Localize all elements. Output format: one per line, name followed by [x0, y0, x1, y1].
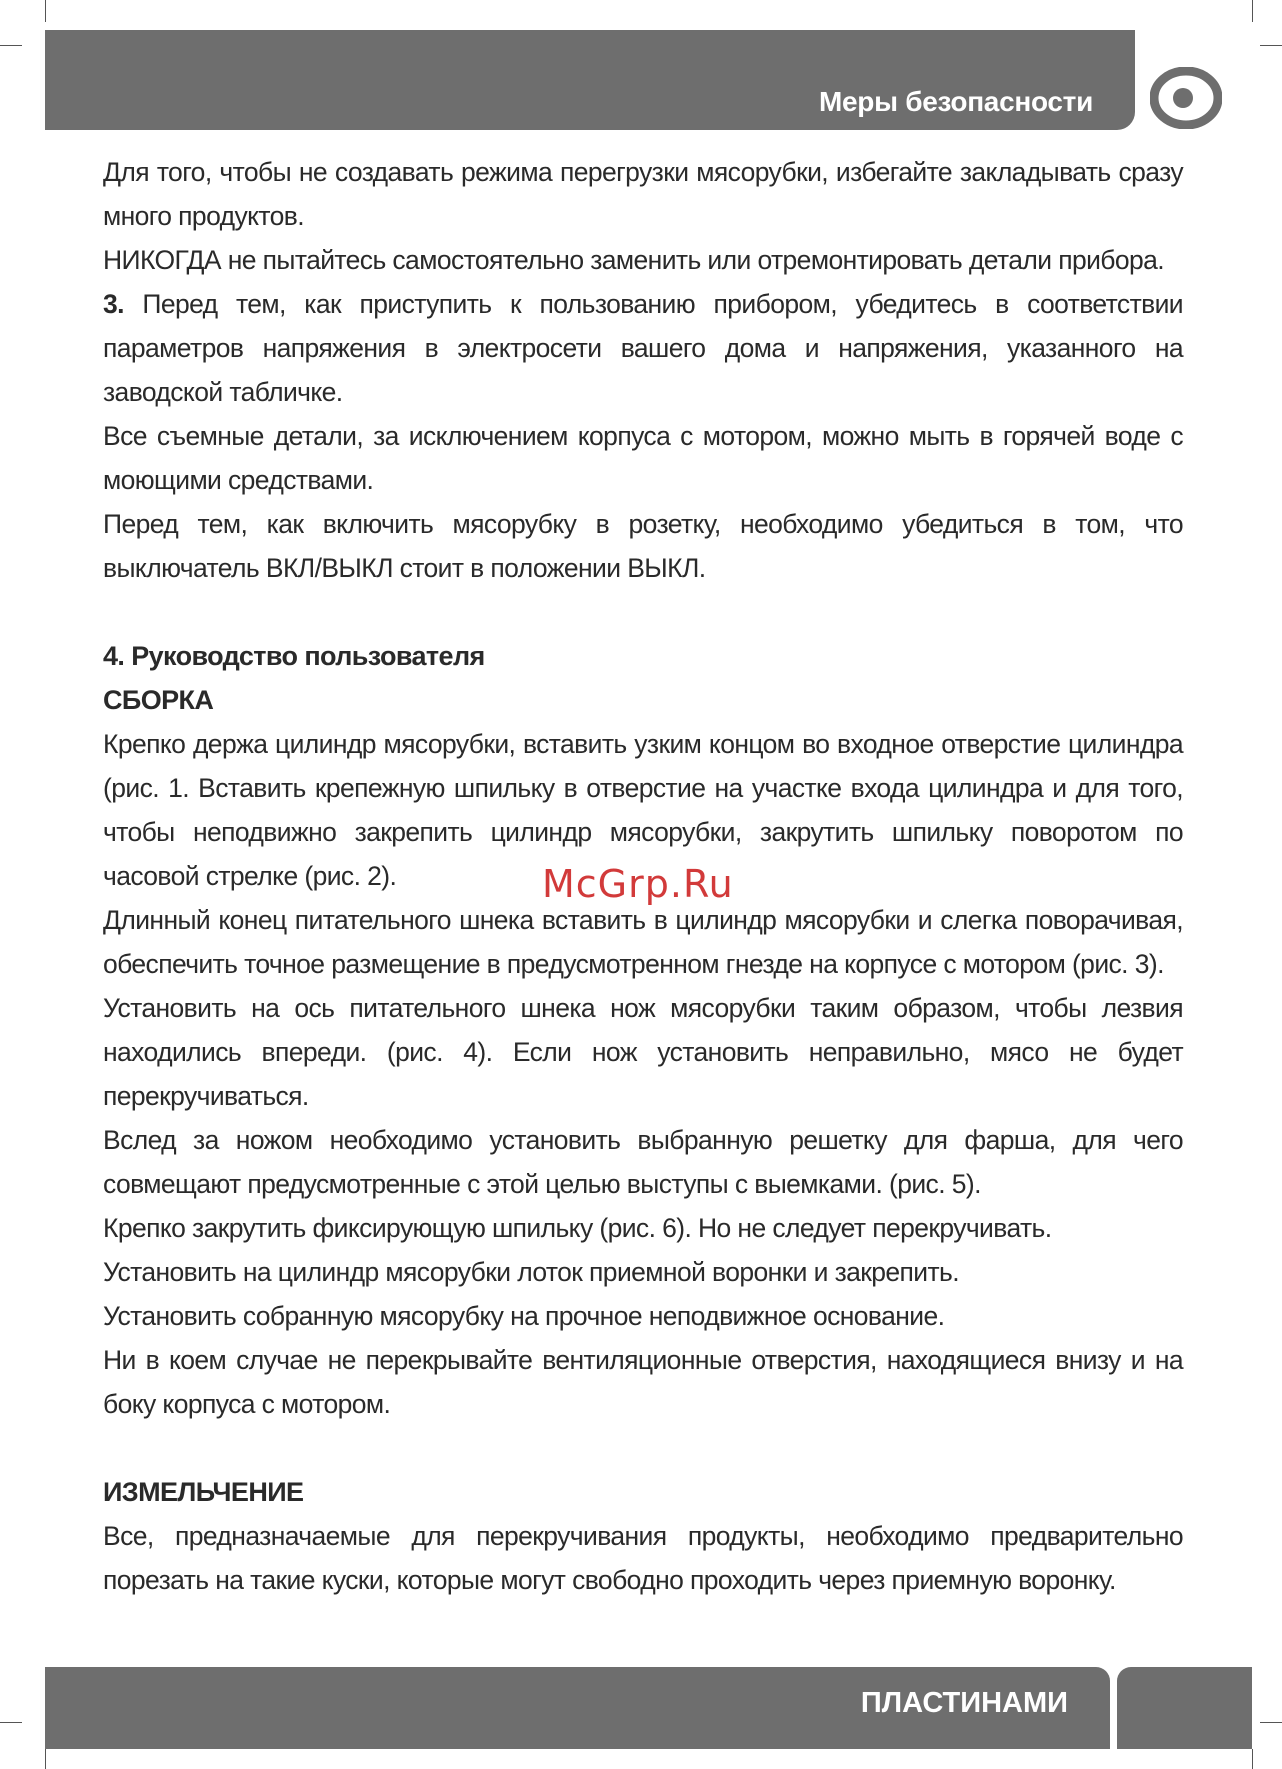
footer-tab: [1117, 1667, 1252, 1749]
section-title: Меры безопасности: [819, 86, 1093, 117]
paragraph: Установить собранную мясорубку на прочное неподвижное основание.: [103, 1301, 945, 1331]
crop-mark: [1252, 1749, 1253, 1769]
paragraph: Крепко держа цилиндр мясорубки, вставить узким концом во входное отверстие цилиндра (рис. 1. Вставить крепежную шпильку в отверстие на участке входа цилиндра и для того, чтобы неподвижно закрепить цилиндр мясорубки, закрутить шпильку поворотом по часовой стрелке (рис. 2).: [103, 729, 1183, 891]
paragraph: Установить на цилиндр мясорубки лоток приемной воронки и закрепить.: [103, 1257, 960, 1287]
paragraph: Для того, чтобы не создавать режима перегрузки мясорубки, избегайте закладывать сразу много продуктов.: [103, 157, 1183, 231]
paragraph: НИКОГДА не пытайтесь самостоятельно заменить или отремонтировать детали прибора.: [103, 245, 1165, 275]
subsection-heading: ИЗМЕЛЬЧЕНИЕ: [103, 1477, 304, 1507]
footer-bar: [45, 1667, 1110, 1749]
paragraph: Длинный конец питательного шнека вставить в цилиндр мясорубки и слегка поворачивая, обеспечить точное размещение в предусмотренном гнезде на корпусе с мотором (рис. 3).: [103, 905, 1183, 979]
paragraph: Крепко закрутить фиксирующую шпильку (рис. 6). Но не следует перекручивать.: [103, 1213, 1052, 1243]
paragraph: Все, предназначаемые для перекручивания продукты, необходимо предварительно порезать на такие куски, которые могут свободно проходить через приемную воронку.: [103, 1521, 1183, 1595]
paragraph: Ни в коем случае не перекрывайте вентиляционные отверстия, находящиеся внизу и на боку корпуса с мотором.: [103, 1345, 1183, 1419]
subsection-heading: СБОРКА: [103, 685, 214, 715]
crop-mark: [45, 0, 46, 22]
footer-title: ПЛАСТИНАМИ: [860, 1687, 1068, 1719]
crop-mark: [1260, 45, 1282, 46]
section-heading: 4. Руководство пользователя: [103, 641, 485, 671]
crop-mark: [45, 1749, 46, 1769]
watermark: McGrp.Ru: [542, 862, 734, 906]
header-bar: [45, 30, 1135, 130]
crop-mark: [0, 1722, 22, 1723]
crop-mark: [1260, 1722, 1282, 1723]
item-number: 3.: [103, 289, 124, 319]
paragraph: Установить на ось питательного шнека нож мясорубки таким образом, чтобы лезвия находились впереди. (рис. 4). Если нож установить неправильно, мясо не будет перекручиваться.: [103, 993, 1183, 1111]
paragraph: Перед тем, как включить мясорубку в розетку, необходимо убедиться в том, что выключатель ВКЛ/ВЫКЛ стоит в положении ВЫКЛ.: [103, 509, 1183, 583]
paragraph: Все съемные детали, за исключением корпуса с мотором, можно мыть в горячей воде с моющими средствами.: [103, 421, 1183, 495]
brand-logo-icon: [1150, 67, 1222, 129]
crop-mark: [0, 45, 22, 46]
paragraph: 3. Перед тем, как приступить к пользованию прибором, убедитесь в соответствии параметров напряжения в электросети вашего дома и напряжения, указанного на заводской табличке.: [103, 289, 1183, 407]
crop-mark: [1252, 0, 1253, 22]
paragraph: Вслед за ножом необходимо установить выбранную решетку для фарша, для чего совмещают предусмотренные с этой целью выступы с выемками. (рис. 5).: [103, 1125, 1183, 1199]
